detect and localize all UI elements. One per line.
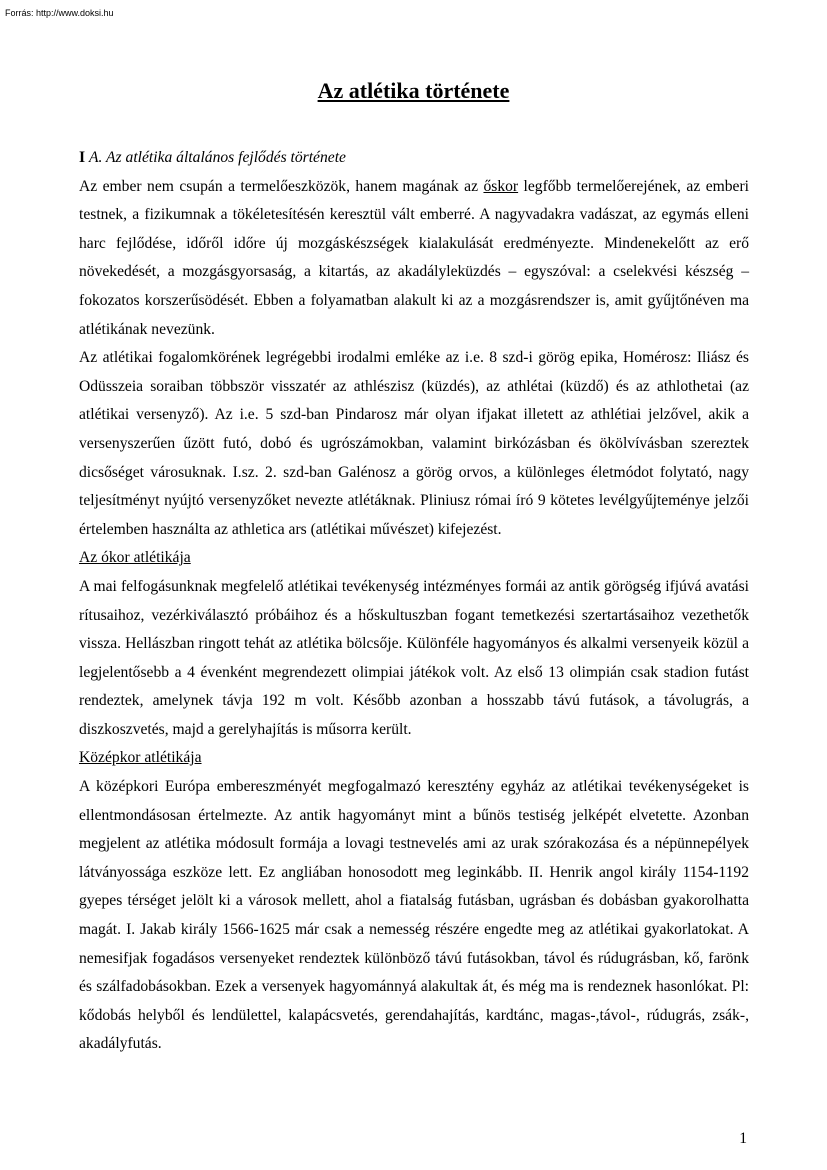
section-1-paragraph-2: Az atlétikai fogalomkörének legrégebbi irodalmi emléke az i.e. 8 szd-i görög epika, Homérosz: Iliász és Odüsszeia soraiban többször visszatér az athlészisz (küzdés), az athlétai (küzdő) és az athlothetai (az atlétikai versenyző). Az i.e. 5 szd-ban Pindarosz már olyan ifjakat illetett az athlétiai jelzővel, akik a versenyszerűen űzött futó, dobó és ugrószámokban, valamint birkózásban és ökölvívásban szereztek dicsőséget városuknak. I.sz. 2. szd-ban Galénosz a görög orvos, a különleges életmódot folytató, nagy teljesítményt nyújtó versenyzőket nevezte atlétáknak. Pliniusz római író 9 kötetes levélgyűjteménye jelzői értelemben használta az athletica ars (atlétikai művészet) kifejezést. — [79, 349, 749, 538]
paragraph-text: Az ember nem csupán a termelőeszközök, hanem magának az — [79, 177, 484, 195]
section-2-heading: Az ókor atlétikája — [79, 549, 191, 567]
page-number: 1 — [739, 1130, 747, 1147]
section-3-heading: Középkor atlétikája — [79, 749, 202, 767]
source-header: Forrás: http://www.doksi.hu — [5, 8, 114, 18]
section-2-paragraph: A mai felfogásunknak megfelelő atlétikai tevékenység intézményes formái az antik görögség ifjúvá avatási rítusaihoz, vezérkiválasztó próbáihoz és a hőskultuszban fogant temetkezési szertartásaihoz vezethetők vissza. Hellászban ringott tehát az atlétika bölcsője. Különféle hagyományos és alkalmi versenyeik közül a legjelentősebb a 4 évenként megrendezett olimpiai játékok volt. Az első 13 olimpián csak stadion futást rendeztek, amelynek távja 192 m volt. Később azonban a hosszabb távú futások, a távolugrás, a diszkoszvetés, majd a gerelyhajítás is műsorra került. — [79, 577, 749, 738]
document-body — [79, 144, 749, 1059]
section-1-number: I — [79, 149, 86, 166]
section-1-paragraph-1 — [79, 173, 749, 345]
page-title: Az atlétika története — [317, 78, 510, 103]
oskor-link[interactable]: őskor — [483, 177, 519, 195]
paragraph-text: legfőbb termelőerejének, az emberi testnek, a fizikumnak a tökéletesítésén keresztül vált emberré. A nagyvadakra vadászat, az egymás elleni harc fejlődése, időről időre új mozgáskészségek kialakulását eredményezte. Mindenekelőtt az erő növekedését, a mozgásgyorsaság, a kitartás, az akadályleküzdés – egyszóval: a cselekvési készség – fokozatos korszerűsödését. Ebben a folyamatban alakult ki az a mozgásrendszer is, amit gyűjtőnéven ma atlétikának nevezünk. — [79, 177, 749, 338]
section-1-heading — [79, 144, 749, 173]
section-1-title: A. Az atlétika általános fejlődés története — [88, 149, 346, 166]
section-3-paragraph: A középkori Európa embereszményét megfogalmazó keresztény egyház az atlétikai tevékenységeket is ellentmondásosan értelmezte. Az antik hagyományt mint a bűnös testiség jelképét elvetette. Azonban megjelent az atlétika módosult formája a lovagi testnevelés ami az urak szórakozása és a népünnepélyek látványossága eszköze lett. Ez angliában honosodott meg leginkább. II. Henrik angol király 1154-1192 gyepes térséget jelölt ki a városok mellett, ahol a fiatalság futásban, ugrásban és dobásban gyakorolhatta magát. I. Jakab király 1566-1625 már csak a nemesség részére engedte meg az atlétikai gyakorlatokat. A nemesifjak fogadásos versenyeket rendeztek különböző távú futásokban, távol és rúdugrásban, kő, farönk és szálfadobásokban. Ezek a versenyek hagyománnyá alakultak át, és még ma is rendeznek hasonlókat. Pl: kődobás helyből és lendülettel, kalapácsvetés, gerendahajítás, kardtánc, magas-,távol-, rúdugrás, zsák-, akadályfutás. — [79, 778, 749, 1053]
